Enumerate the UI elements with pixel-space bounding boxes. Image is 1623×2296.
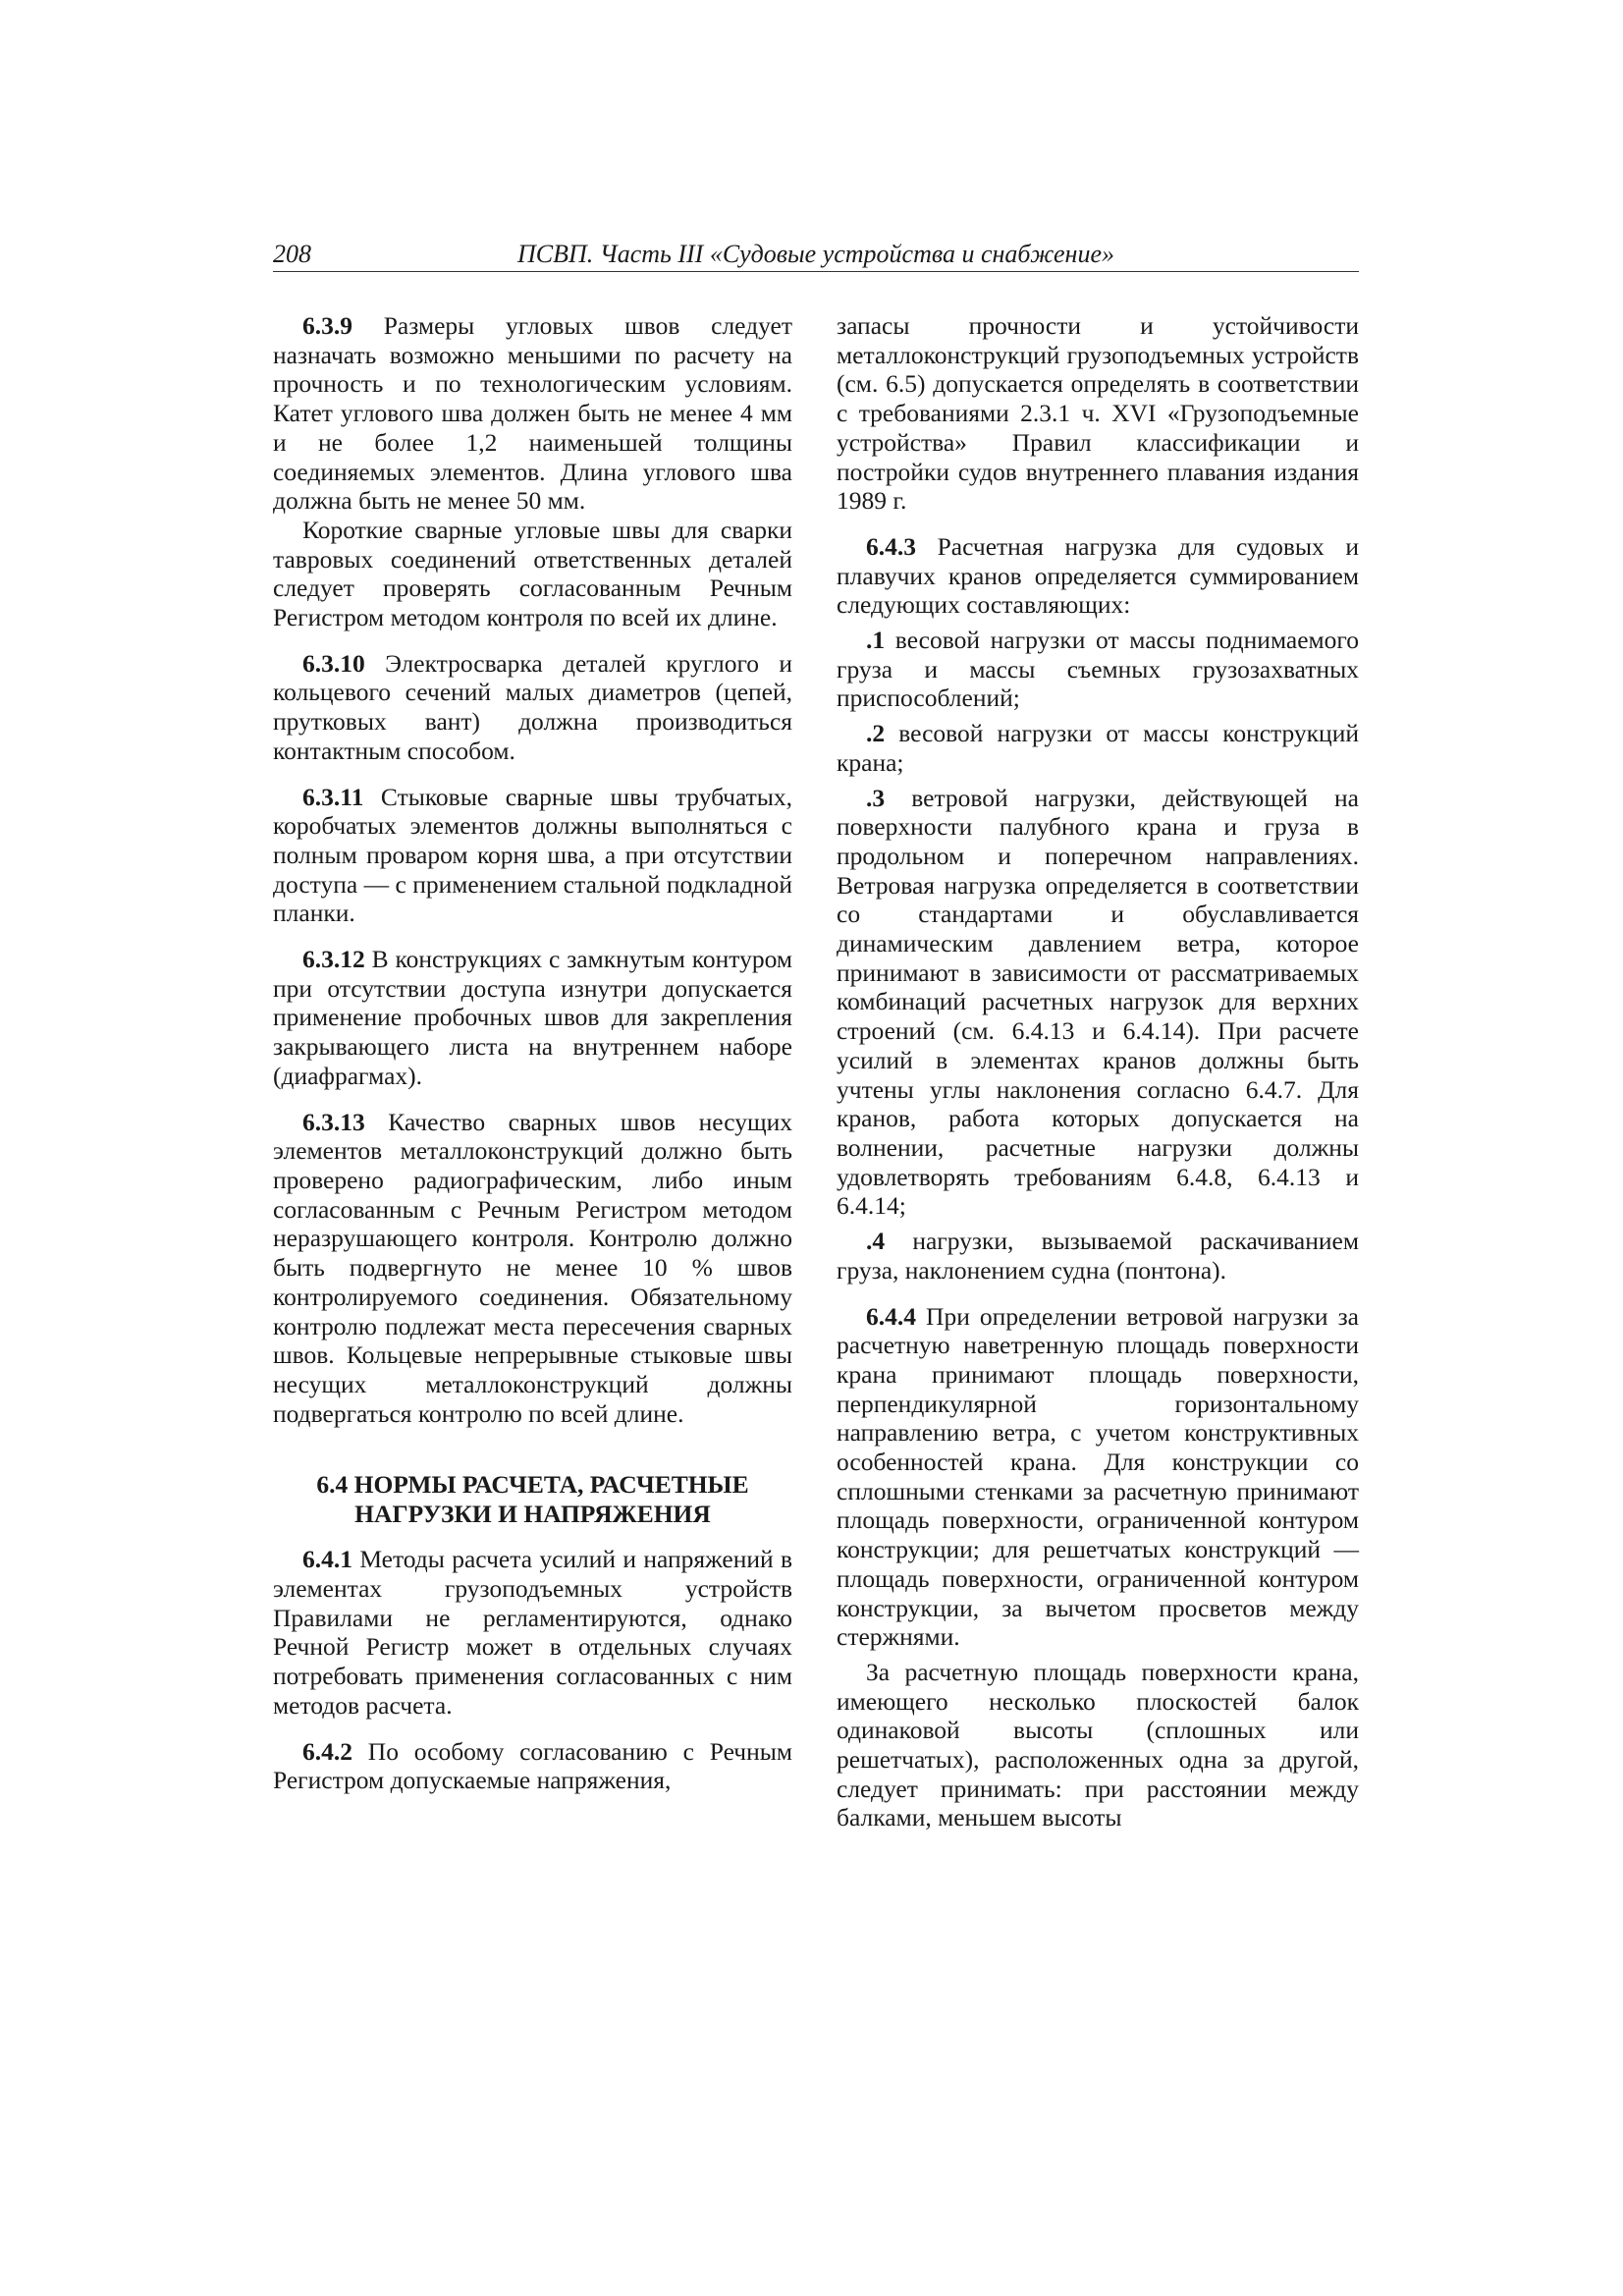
item-text: весовой нагрузки от массы конструкций крана; [837, 719, 1359, 777]
header-rule [273, 271, 1359, 272]
clause-number: 6.3.11 [302, 782, 364, 811]
clause-number: 6.4.3 [866, 531, 916, 561]
paragraph-6-3-12 [273, 945, 792, 1091]
paragraph-text: Электросварка деталей круглого и кольцевого сечений малых диаметров (цепей, прутковых вант) должна производиться контактным способом. [273, 648, 792, 765]
list-item-1 [837, 626, 1359, 713]
paragraph-text: Размеры угловых швов следует назначать возможно меньшими по расчету на прочность и по технологическим условиям. Катет углового шва должен быть не менее 4 мм и не более 1,2 наименьшей толщины соединяемых элементов. Длина углового шва должна быть не менее 50 мм. [273, 311, 792, 516]
item-text: ветровой нагрузки, действующей на поверхности палубного крана и груза в продольном и поперечном направлениях. Ветровая нагрузка определяется в соответствии со стандартами и обуславливается динамическим давлением ветра, которое принимают в зависимости от рассматриваемых комбинаций расчетных нагрузок для верхних строений (см. 6.4.13 и 6.4.14). При расчете усилий в элементах кранов должны быть учтены углы наклонения согласно 6.4.7. Для кранов, работа которых допускается на волнении, расчетные нагрузки должны удовлетворять требованиям 6.4.8, 6.4.13 и 6.4.14; [837, 783, 1359, 1221]
paragraph-6-4-2 [273, 1737, 792, 1795]
list-item-4 [837, 1227, 1359, 1285]
section-heading-6-4 [273, 1470, 792, 1529]
item-text: весовой нагрузки от массы поднимаемого груза и массы съемных грузозахватных приспособлений; [837, 626, 1359, 713]
clause-number: 6.3.9 [302, 311, 352, 340]
paragraph-6-3-9 [273, 311, 792, 516]
paragraph-text: Расчетная нагрузка для судовых и плавучих кранов определяется суммированием следующих составляющих: [837, 531, 1359, 620]
right-column [837, 311, 1359, 1832]
list-item-3 [837, 784, 1359, 1222]
paragraph-text: Качество сварных швов несущих элементов металлоконструкций должно быть проверено радиографическим, либо иным согласованным с Речным Регистром методом неразрушающего контроля. Контролю должно быть подвергнуто не менее 10 % швов контролируемого соединения. Обязательному контролю подлежат места пересечения сварных швов. Кольцевые непрерывные стыковые швы несущих металлоконструкций должны подвергаться контролю по всей длине. [273, 1107, 792, 1428]
paragraph-6-4-4 [837, 1302, 1359, 1652]
running-title: ПСВП. Часть III «Судовые устройства и снабжение» [517, 240, 1114, 268]
clause-number: 6.3.12 [302, 945, 365, 974]
paragraph-text: Стыковые сварные швы трубчатых, коробчатых элементов должны выполняться с полным проваром корня шва, а при отсутствии доступа — с применением стальной подкладной планки. [273, 782, 792, 928]
paragraph-6-3-13 [273, 1108, 792, 1429]
clause-number: 6.4.1 [302, 1545, 352, 1574]
page-number: 208 [273, 240, 311, 268]
paragraph-6-4-1 [273, 1545, 792, 1720]
section-heading-line-1: 6.4 НОРМЫ РАСЧЕТА, РАСЧЕТНЫЕ [316, 1470, 749, 1500]
item-text: нагрузки, вызываемой раскачиванием груза, наклонением судна (понтона). [837, 1227, 1359, 1285]
clause-number: 6.3.10 [302, 648, 365, 678]
clause-number: 6.4.2 [302, 1736, 352, 1766]
paragraph-6-3-11 [273, 783, 792, 929]
paragraph-6-4-4-cont: За расчетную площадь поверхности крана, имеющего несколько плоскостей балок одинаковой высоты (сплошных или решетчатых), расположенных одна за другой, следует принимать: при расстоянии между балками, меньшем высоты [837, 1657, 1359, 1832]
paragraph-6-4-3 [837, 532, 1359, 620]
item-number: .1 [866, 626, 886, 655]
paragraph-text: По особому согласованию с Речным Регистром допускаемые напряжения, [273, 1736, 792, 1795]
paragraph-6-3-9-cont: Короткие сварные угловые швы для сварки тавровых соединений ответственных деталей следует проверять согласованным Речным Регистром методом контроля по всей их длине. [273, 515, 792, 632]
item-number: .2 [866, 719, 886, 748]
item-number: .3 [866, 783, 886, 812]
paragraph-6-4-2-cont: запасы прочности и устойчивости металлоконструкций грузоподъемных устройств (см. 6.5) допускается определять в соответствии с требованиями 2.3.1 ч. XVI «Грузоподъемные устройства» Правил классификации и постройки судов внутреннего плавания издания 1989 г. [837, 311, 1359, 516]
left-column [273, 311, 792, 1795]
list-item-2 [837, 719, 1359, 777]
item-number: .4 [866, 1227, 886, 1256]
paragraph-text: При определении ветровой нагрузки за расчетную наветренную площадь поверхности крана принимают площадь поверхности, перпендикулярной горизонтальному направлению ветра, с учетом конструктивных особенностей крана. Для конструкции со сплошными стенками за расчетную принимают площадь поверхности, ограниченной контуром конструкции; для решетчатых конструкций — площадь поверхности, ограниченной контуром конструкции, за вычетом просветов между стержнями. [837, 1301, 1359, 1652]
paragraph-text: В конструкциях с замкнутым контуром при отсутствии доступа изнутри допускается применение пробочных швов для закрепления закрывающего листа на внутреннем наборе (диафрагмах). [273, 945, 792, 1090]
paragraph-6-3-10 [273, 649, 792, 766]
paragraph-text: Методы расчета усилий и напряжений в элементах грузоподъемных устройств Правилами не регламентируются, однако Речной Регистр может в отдельных случаях потребовать применения согласованных с ним методов расчета. [273, 1545, 792, 1720]
clause-number: 6.4.4 [866, 1301, 916, 1331]
running-header [273, 240, 1359, 269]
clause-number: 6.3.13 [302, 1107, 365, 1136]
section-heading-line-2: НАГРУЗКИ И НАПРЯЖЕНИЯ [354, 1500, 711, 1529]
